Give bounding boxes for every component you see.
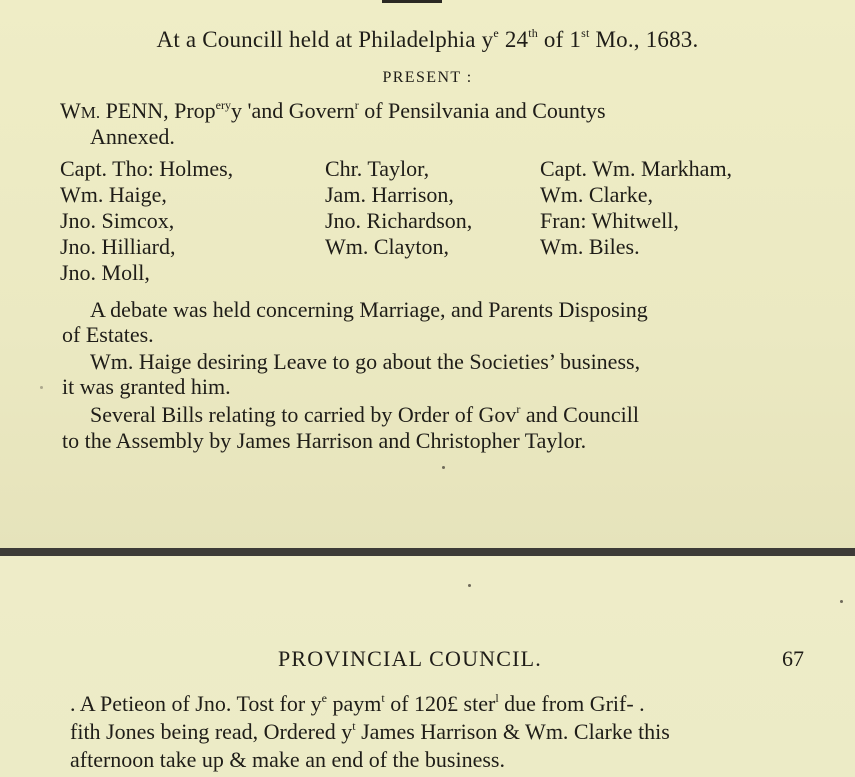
name-entry: Jam. Harrison,	[325, 182, 454, 207]
header-sup-st: st	[581, 26, 590, 41]
petition-text-a: . A Petieon of Jno. Tost for y	[70, 691, 322, 716]
page-number: 67	[782, 646, 804, 671]
petition-sup-l: l	[495, 690, 499, 705]
ink-speck	[442, 466, 445, 469]
petition-line-3: afternoon take up & make an end of the business.	[70, 747, 505, 772]
petition2-text-b: James Harrison & Wm. Clarke this	[355, 719, 670, 744]
name-entry: Wm. Clarke,	[540, 182, 654, 207]
paragraph-bills-line-1	[90, 402, 639, 428]
ink-speck	[40, 386, 43, 389]
name-entry: Wm. Biles.	[540, 234, 640, 259]
name-entry: Jno. Hilliard,	[60, 234, 176, 259]
penn-line	[60, 98, 606, 126]
present-label: PRESENT :	[382, 69, 473, 86]
petition-line-1	[70, 690, 645, 718]
council-header	[0, 27, 855, 53]
petition-line-2	[70, 718, 670, 746]
header-text-c: of 1	[537, 27, 582, 52]
names-column-1	[60, 156, 233, 286]
ink-speck	[468, 584, 471, 587]
name-entry: Jno. Simcox,	[60, 208, 175, 233]
penn-w: W	[60, 98, 81, 123]
header-text-d: Mo., 1683.	[589, 27, 699, 52]
petition-text-c: of 120£ ster	[384, 691, 496, 716]
header-sup-th: th	[528, 26, 538, 41]
paragraph-haige-line-1: Wm. Haige desiring Leave to go about the Societies’ business,	[90, 349, 641, 374]
name-entry: Wm. Clayton,	[325, 234, 450, 259]
bills-sup-r: r	[516, 401, 521, 416]
penn-text-c: of Pensilvania and Countys	[358, 98, 606, 123]
paragraph-marriage-line-2: of Estates.	[62, 322, 154, 347]
petition2-sup-t: t	[352, 718, 356, 733]
name-entry: Fran: Whitwell,	[540, 208, 679, 233]
header-text-a: At a Councill held at Philadelphia y	[156, 27, 494, 52]
name-entry: Chr. Taylor,	[325, 156, 430, 181]
name-entry: Jno. Moll,	[60, 260, 150, 285]
name-entry: Capt. Wm. Markham,	[540, 156, 733, 181]
names-column-2	[325, 156, 472, 260]
header-sup-e: e	[493, 26, 499, 41]
top-rule	[382, 0, 442, 3]
name-entry: Wm. Haige,	[60, 182, 167, 207]
name-entry: Jno. Richardson,	[325, 208, 473, 233]
ink-speck	[840, 600, 843, 603]
penn-m: M.	[80, 103, 101, 122]
bills-text-b: and Councill	[520, 402, 639, 427]
running-head: PROVINCIAL COUNCIL.	[278, 646, 542, 671]
penn-sup-ery: ery	[215, 97, 231, 112]
names-column-3	[540, 156, 732, 260]
petition-sup-e: e	[321, 690, 327, 705]
paragraph-haige-line-2: it was granted him.	[62, 374, 231, 399]
paragraph-bills-line-2: to the Assembly by James Harrison and Christopher Taylor.	[62, 428, 587, 453]
petition-text-d: due from Grif- .	[498, 691, 645, 716]
petition-sup-t: t	[381, 690, 385, 705]
header-text-b: 24	[498, 27, 529, 52]
penn-text-a: PENN, Prop	[100, 98, 216, 123]
petition-text-b: paym	[327, 691, 382, 716]
petition2-text-a: fith Jones being read, Ordered y	[70, 719, 353, 744]
penn-sup-r: r	[354, 97, 359, 112]
paragraph-marriage-line-1: A debate was held concerning Marriage, and Parents Disposing	[90, 297, 648, 322]
name-entry: Capt. Tho: Holmes,	[60, 156, 234, 181]
penn-text-b: y 'and Govern	[230, 98, 355, 123]
penn-line-2: Annexed.	[90, 124, 175, 149]
bills-text-a: Several Bills relating to carried by Order of Gov	[90, 402, 517, 427]
